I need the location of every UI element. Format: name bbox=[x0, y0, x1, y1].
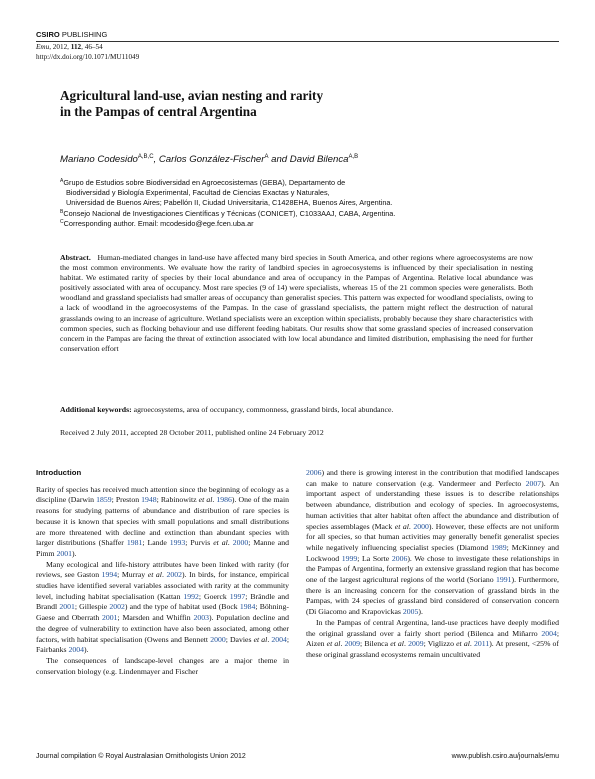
author-list: Mariano Codesido$^{A,B,C}$, Carlos González-Fischer$^A$ and David Bilenca$^{A,B}$ bbox=[60, 154, 359, 165]
affiliation-a: $^A$Grupo de Estudios sobre Biodiversidad en Agroecosistemas (GEBA), Departamento de Biodiversidad y Biología Experimental, Facultad de Ciencias Exactas y Naturales, Universidad de Buenos Aires; Pabellón II, Ciudad Universitaria, C1428EHA, Buenos Aires, Argentina. bbox=[60, 178, 393, 208]
paragraph: In the Pampas of central Argentina, land-use practices have deeply modified the original grassland over a fairly short period (Bilenca and Miñarro 2004; Aizen et al. 2009; Bilenca et al. 2009; Viglizzo et al. 2011). At present, <25% of these original grassland ecosystems remain uncultivated bbox=[306, 617, 560, 659]
paragraph: Many ecological and life-history attributes have been linked with rarity (for reviews, see Gaston 1994; Murray et al. 2002). In birds, for instance, empirical studies have identified several variables associated with rarity at the community level, including habitat specialisation (Kattan 1992; Goerck 1997; Brändle and Brandl 2001; Gillespie 2002) and the type of habitat used (Bock 1984; Böhning-Gaese and Oberrath 2001; Marsden and Whiffin 2003). Population decline and the degree of vulnerability to extinction have also been associated, among other factors, with habitat specialisation (Owens and Bennett 2000; Davies et al. 2004; Fairbanks 2004). bbox=[36, 559, 290, 655]
paragraph: The consequences of landscape-level changes are a major theme in conservation biology (e.g. Lindenmayer and Fischer bbox=[36, 655, 289, 676]
journal-reference: Emu, 2012, 112, 46–54 bbox=[36, 43, 103, 51]
corresponding-author: $^C$Corresponding author. Email: mcodesido@ege.fcen.uba.ar bbox=[60, 219, 254, 228]
affiliation-b: $^B$Consejo Nacional de Investigaciones Científicas y Técnicas (CONICET), C1033AAJ, CABA, Argentina. bbox=[60, 209, 396, 218]
keywords: Additional keywords: agroecosystems, area of occupancy, commonness, grassland birds, local abundance. bbox=[60, 405, 394, 414]
abstract: Abstract. Human-mediated changes in land-use have affected many bird species in South America, and other regions where agroecosystems are now the most common environments. We evaluate how the rarity of landbird species in agroecosystems is influenced by their specialisation in nesting habitat. We estimated rarity of species by their local abundance and area of occupancy in the Pampas of Argentina. Relative local abundance was positively associated with area of occupancy. Most rare species (9 of 14) were specialists, whereas 15 of the 21 common species were generalists. Both woodland and grassland specialists had smaller areas of occupancy than generalist species. This pattern was expected for woodland specialists, owing to a lack of woodland in the agroecosystems of the Pampas. In the case of grassland specialists, the pattern might reflect the destruction of natural grasslands owing to an increase of agriculture. Wetland specialists were an exception within specialists, probably because they share characteristics with common species, such as flocking behaviour and use different feeding habitats. Our results show that some grassland species of increased conservation concern in the Pampas are facing the threat of extinction associated with low local abundance and limited distribution, emphasising the need for further conservation effort bbox=[60, 253, 534, 353]
footer-url[interactable]: www.publish.csiro.au/journals/emu bbox=[451, 753, 559, 760]
paragraph: Rarity of species has received much attention since the beginning of ecology as a discipline (Darwin 1859; Preston 1948; Rabinowitz et al. 1986). One of the main reasons for studying patterns of abundance and distribution of rare species is because it is known that species with small populations and small distributions are more threatened with decline and extinction than abundant species with larger distributions (Shaffer 1981; Lande 1993; Purvis et al. 2000; Manne and Pimm 2001). bbox=[36, 484, 290, 558]
footer-copyright: Journal compilation © Royal Australasian Ornithologists Union 2012 bbox=[36, 753, 246, 760]
section-heading: Introduction bbox=[36, 468, 82, 477]
publisher-name: CSIRO PUBLISHING bbox=[36, 30, 108, 39]
body-right-column bbox=[306, 468, 559, 661]
paragraph: 2006) and there is growing interest in the contribution that modified landscapes can make to nature conservation (e.g. Vandermeer and Perfecto 2007). An important aspect of understanding these issues is to describe relationships between abundance, distribution and ecology of species. In agroecosystems, human activities that alter habitat often affect the abundance and distribution of species assemblages (Mack et al. 2000). However, these effects are not uniform for all species, so that human activities may generally benefit generalist species while negatively influencing specialist species (Diamond 1989; McKinney and Lockwood 1999; La Sorte 2006). We chose to investigate these relationships in the Pampas of Argentina, formerly an extensive grassland region that has become one of the largest agricultural regions of the world (Soriano 1991). Furthermore, there is an increasing concern for the conservation of grassland birds in the Pampas, with 24 species of grassland bird considered of conservation concern (Di Giacomo and Krapovickas 2005). bbox=[306, 468, 560, 617]
received-dates: Received 2 July 2011, accepted 28 October 2011, published online 24 February 2012 bbox=[60, 428, 324, 437]
doi-link[interactable]: http://dx.doi.org/10.1071/MU11049 bbox=[36, 53, 140, 61]
article-title: Agricultural land-use, avian nesting and rarity in the Pampas of central Argentina bbox=[60, 88, 324, 119]
body-left-column bbox=[36, 468, 289, 677]
header-rule bbox=[36, 41, 559, 42]
